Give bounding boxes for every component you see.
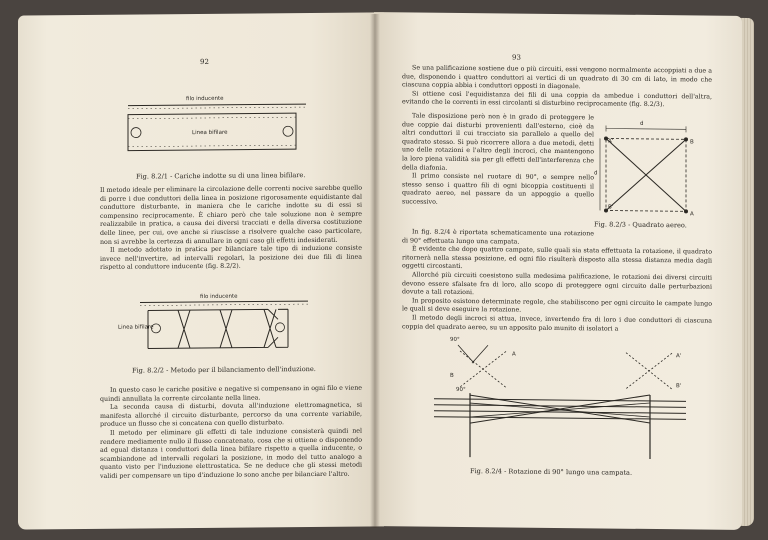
fig3-label-a2: A bbox=[690, 211, 694, 218]
figure-8-2-1 bbox=[122, 93, 312, 173]
fig4-90-top: 90° bbox=[450, 336, 460, 343]
fig2-caption: Fig. 8.2/2 - Metodo per il bilanciamento dell'induzione. bbox=[132, 364, 316, 375]
paragraph: Il metodo ideale per eliminare la circolazione delle correnti nocive sarebbe quello di porre i due conduttori della linea in posizione rigorosamente equidistante dal conduttore disturbante, in maniera che le cariche indotte su di essi si compensino reciprocamente. È chiaro però che tale soluzione non è sempre realizzabile in pratica, a causa dei diversi tracciati e della diversa costituzione delle linee, per cui, ove anche si riuscisse a risolvere qualche caso particolare, non si avrebbe la certezza di annullare in ogni caso gli effetti indesiderati. bbox=[100, 184, 362, 246]
paragraph: Allorché più circuiti coesistono sulla medesima palificazione, le rotazioni dei diversi circuiti devono essere sfalsate fra di loro, allo scopo di proteggere ogni circuito dalle perturbazioni dovute a tali rotazioni. bbox=[402, 271, 712, 297]
fig3-caption: Fig. 8.2/3 - Quadrato aereo. bbox=[594, 220, 687, 230]
paragraph: Il metodo degli incroci si attua, invece, invertendo fra di loro i due conduttori di ciascuna coppia del quadrato aereo, su un apposito palo munito di isolatori a bbox=[402, 314, 712, 333]
fig1-line-label: Linea bifilare bbox=[192, 129, 228, 137]
fig3-label-b1: B bbox=[690, 139, 694, 146]
page-number-right: 93 bbox=[512, 53, 521, 62]
fig4-caption: Fig. 8.2/4 - Rotazione di 90° lungo una campata. bbox=[470, 467, 633, 477]
page-number-left: 92 bbox=[200, 57, 209, 67]
left-page bbox=[18, 12, 384, 529]
fig2-line-label-1: Linea bifilare bbox=[118, 324, 154, 331]
fig4-label-A: A bbox=[512, 351, 516, 358]
paragraph: Il metodo adottato in pratica per bilanciare tale tipo di induzione consiste invece nell'invertire, ad intervalli regolari, la posizione dei due fili di linea rispetto al conduttore inducente (fig. 8.2/2). bbox=[100, 244, 362, 272]
paragraph: Tale disposizione però non è in grado di proteggere le due coppie dai disturbi provenienti dall'esterno, cioè da altri conduttori il cui tracciato sia parallelo a quello del quadrato stesso. Si può ricorrere allora a due metodi, detti uno delle rotazioni e l'altro degli incroci, che mantengono la loro piena validità sia per gli effetti dell'interferenza che della diafonia. bbox=[402, 112, 594, 172]
paragraph: Se una palificazione sostiene due o più circuiti, essi vengono normalmente accoppiati a due a due, disponendo i quattro conduttori ai vertici di un quadrato di 30 cm di lato, in modo che ciascuna coppia abbia i conduttori opposti in diagonale. bbox=[402, 64, 712, 91]
fig1-top-label: filo inducente bbox=[186, 95, 224, 103]
fig3-label-b2: B' bbox=[608, 204, 614, 211]
paragraph: È evidente che dopo quattro campate, sulle quali sia stata effettuata la rotazione, il quadrato ritornerà nella stessa posizione, ed ogni filo risulterà disposto alla stessa distanza media dagli oggetti circostanti. bbox=[402, 245, 712, 271]
figure-8-2-2 bbox=[118, 291, 318, 365]
paragraph: In proposito esistono determinate regole, che stabiliscono per ogni circuito le campate lungo le quali si deve eseguire la rotazione. bbox=[402, 297, 712, 314]
fig1-caption: Fig. 8.2/1 - Cariche indotte su di una linea bifilare. bbox=[136, 171, 306, 181]
fig2-top-label: filo inducente bbox=[200, 293, 238, 301]
paragraph: La seconda causa di disturbi, dovuta all'induzione elettromagnetica, si manifesta allorché il circuito disturbante, percorso da una corrente variabile, produce un flusso che si concatena con quello disturbato. bbox=[100, 401, 362, 429]
right-text-block-2 bbox=[402, 112, 594, 209]
right-text-block-3 bbox=[402, 228, 712, 334]
figure-8-2-4 bbox=[430, 333, 690, 466]
fig4-label-B: B bbox=[450, 372, 454, 379]
fig4-90-mid: 90° bbox=[456, 386, 466, 394]
fig3-d-top: d bbox=[640, 120, 644, 127]
fig3-label-a1: A' bbox=[608, 138, 614, 145]
left-text-block-1 bbox=[100, 185, 362, 273]
fig4-label-Bp: B' bbox=[676, 383, 682, 390]
paragraph: Il metodo per eliminare gli effetti di tale induzione consisterà quindi nel rendere mediamente nullo il flusso concatenato, cosa che si ottiene o disponendo ad egual distanza i conduttori della linea bifilare rispetto a quella inducente, o scambiandone ad intervalli regolari la posizione, in modo del tutto analogo a quanto visto per l'induzione elettrostatica. Se ne deduce che gli stessi metodi validi per compensare un tipo d'induzione lo sono anche per bilanciare l'altro. bbox=[100, 427, 362, 480]
right-text-block-1 bbox=[402, 64, 712, 110]
paragraph: Si ottiene così l'equidistanza dei fili di una coppia da ambedue i conduttori dell'altra, evitando che le correnti in essi circolanti si disturbino reciprocamente (fig. 8.2/3). bbox=[402, 90, 712, 109]
figure-8-2-3 bbox=[594, 118, 704, 218]
left-text-block-2 bbox=[100, 385, 362, 482]
fig4-label-Ap: A' bbox=[676, 353, 682, 360]
fig3-d-side: d bbox=[594, 170, 598, 177]
paragraph: In questo caso le cariche positive e negative si compensano in ogni filo e viene quindi annullata la corrente circolante nella linea. bbox=[100, 384, 362, 403]
paragraph: In fig. 8.2/4 è riportata schematicamente una rotazione di 90° effettuata lungo una campata. bbox=[402, 228, 594, 246]
right-page bbox=[374, 12, 742, 530]
paragraph: Il primo consiste nel ruotare di 90°, e sempre nello stesso senso i quattro fili di ogni bicoppia costituenti il quadrato aereo, nel passare da un appoggio a quello successivo. bbox=[402, 172, 594, 206]
book-gutter bbox=[370, 14, 380, 528]
